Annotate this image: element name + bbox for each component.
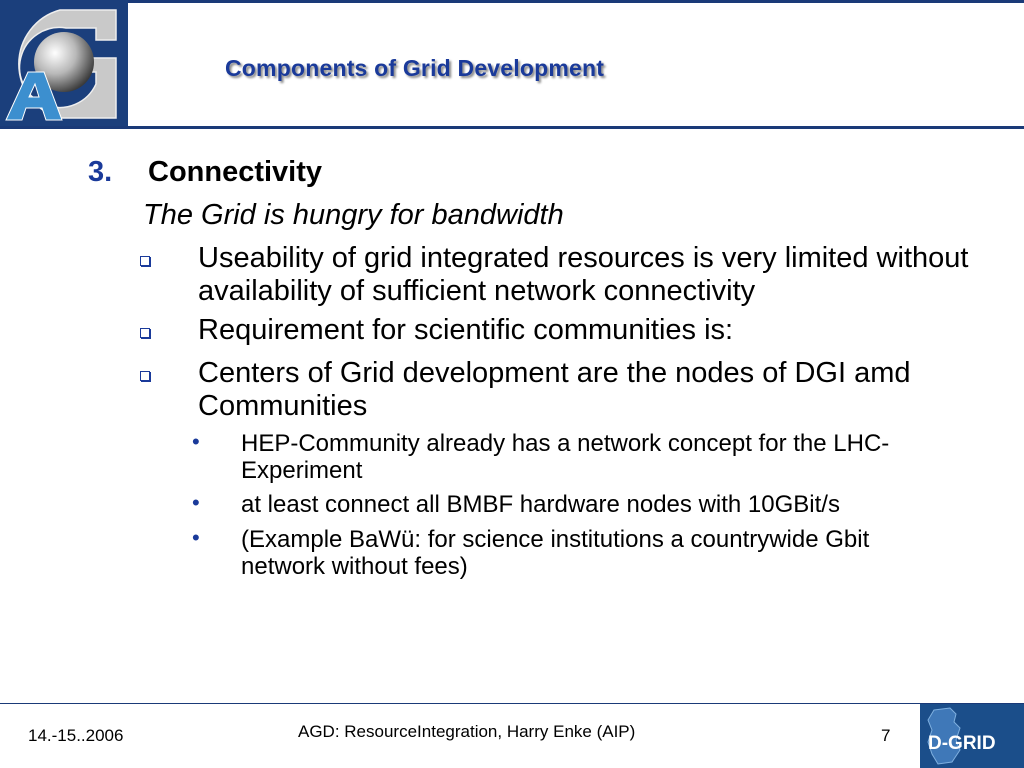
dot-bullet-icon: •: [192, 525, 200, 550]
footer-rule: [0, 703, 1024, 704]
dot-bullet-icon: •: [192, 490, 200, 515]
square-bullet-icon: [140, 328, 150, 338]
agd-logo: [0, 0, 128, 128]
footer-date: 14.-15..2006: [28, 726, 124, 745]
section-number: 3.: [88, 156, 113, 188]
dgrid-logo-text: D-GRID: [928, 733, 996, 754]
header-bottom-rule: [0, 126, 1024, 129]
agd-logo-icon: [0, 0, 128, 128]
dot-bullet-icon: •: [192, 429, 200, 454]
sub-bullet-item: HEP-Community already has a network concept for the LHC-Experiment: [241, 430, 890, 484]
footer-caption: AGD: ResourceIntegration, Harry Enke (AIP): [298, 722, 636, 741]
sub-bullet-item: at least connect all BMBF hardware nodes with 10GBit/s: [241, 491, 840, 518]
bullet-item: Centers of Grid development are the nodes of DGI amd Communities: [198, 357, 911, 422]
dgrid-logo: [920, 704, 1024, 768]
header-top-rule: [128, 0, 1024, 3]
square-bullet-icon: [140, 371, 150, 381]
square-bullet-icon: [140, 256, 150, 266]
sub-bullet-item: (Example BaWü: for science institutions a countrywide Gbit network without fees): [241, 526, 870, 580]
page-number: 7: [881, 726, 891, 745]
section-title: Connectivity: [148, 156, 323, 188]
bullet-item: Requirement for scientific communities is:: [198, 314, 734, 346]
bullet-item: Useability of grid integrated resources is very limited without availability of sufficient network connectivity: [198, 242, 969, 307]
dgrid-logo-icon: [920, 704, 1024, 768]
slide-title: Components of Grid Development: [225, 55, 605, 81]
section-subtitle: The Grid is hungry for bandwidth: [143, 199, 564, 231]
